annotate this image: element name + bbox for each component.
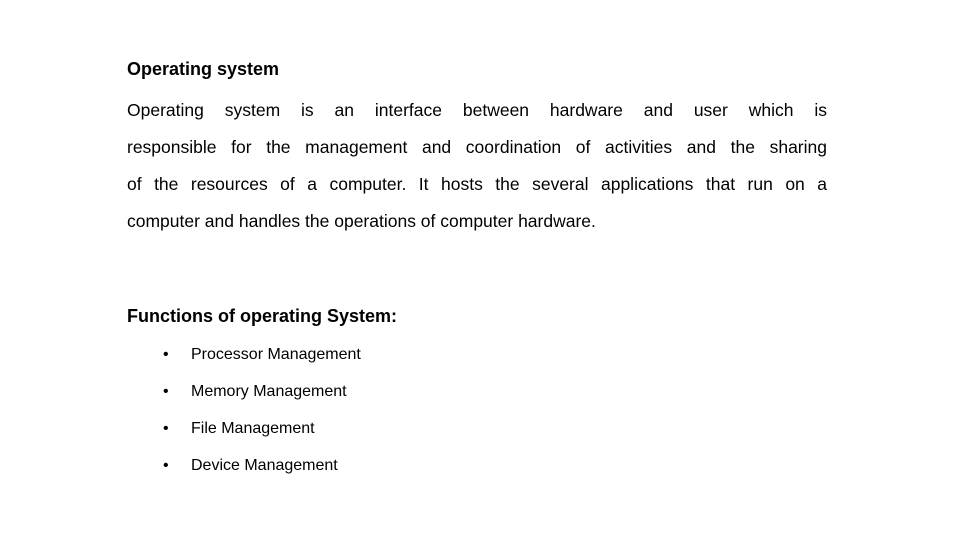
paragraph-line: computer and handles the operations of computer hardware.: [127, 211, 596, 231]
paragraph-line: Operating system is an interface between hardware and user which is: [127, 100, 827, 120]
bullet-icon: •: [163, 457, 169, 474]
bullet-icon: •: [163, 346, 169, 363]
function-label: Memory Management: [191, 383, 347, 400]
function-label: Device Management: [191, 457, 338, 474]
function-label: File Management: [191, 420, 315, 437]
functions-heading: Functions of operating System:: [127, 306, 398, 326]
bullet-icon: •: [163, 420, 169, 437]
function-label: Processor Management: [191, 346, 361, 363]
paragraph-line: responsible for the management and coordination of activities and the sharing: [127, 137, 827, 157]
section-heading: Operating system: [127, 59, 280, 79]
paragraph-line: of the resources of a computer. It hosts the several applications that run on a: [127, 174, 827, 194]
bullet-icon: •: [163, 383, 169, 400]
definition-paragraph: [127, 92, 827, 240]
